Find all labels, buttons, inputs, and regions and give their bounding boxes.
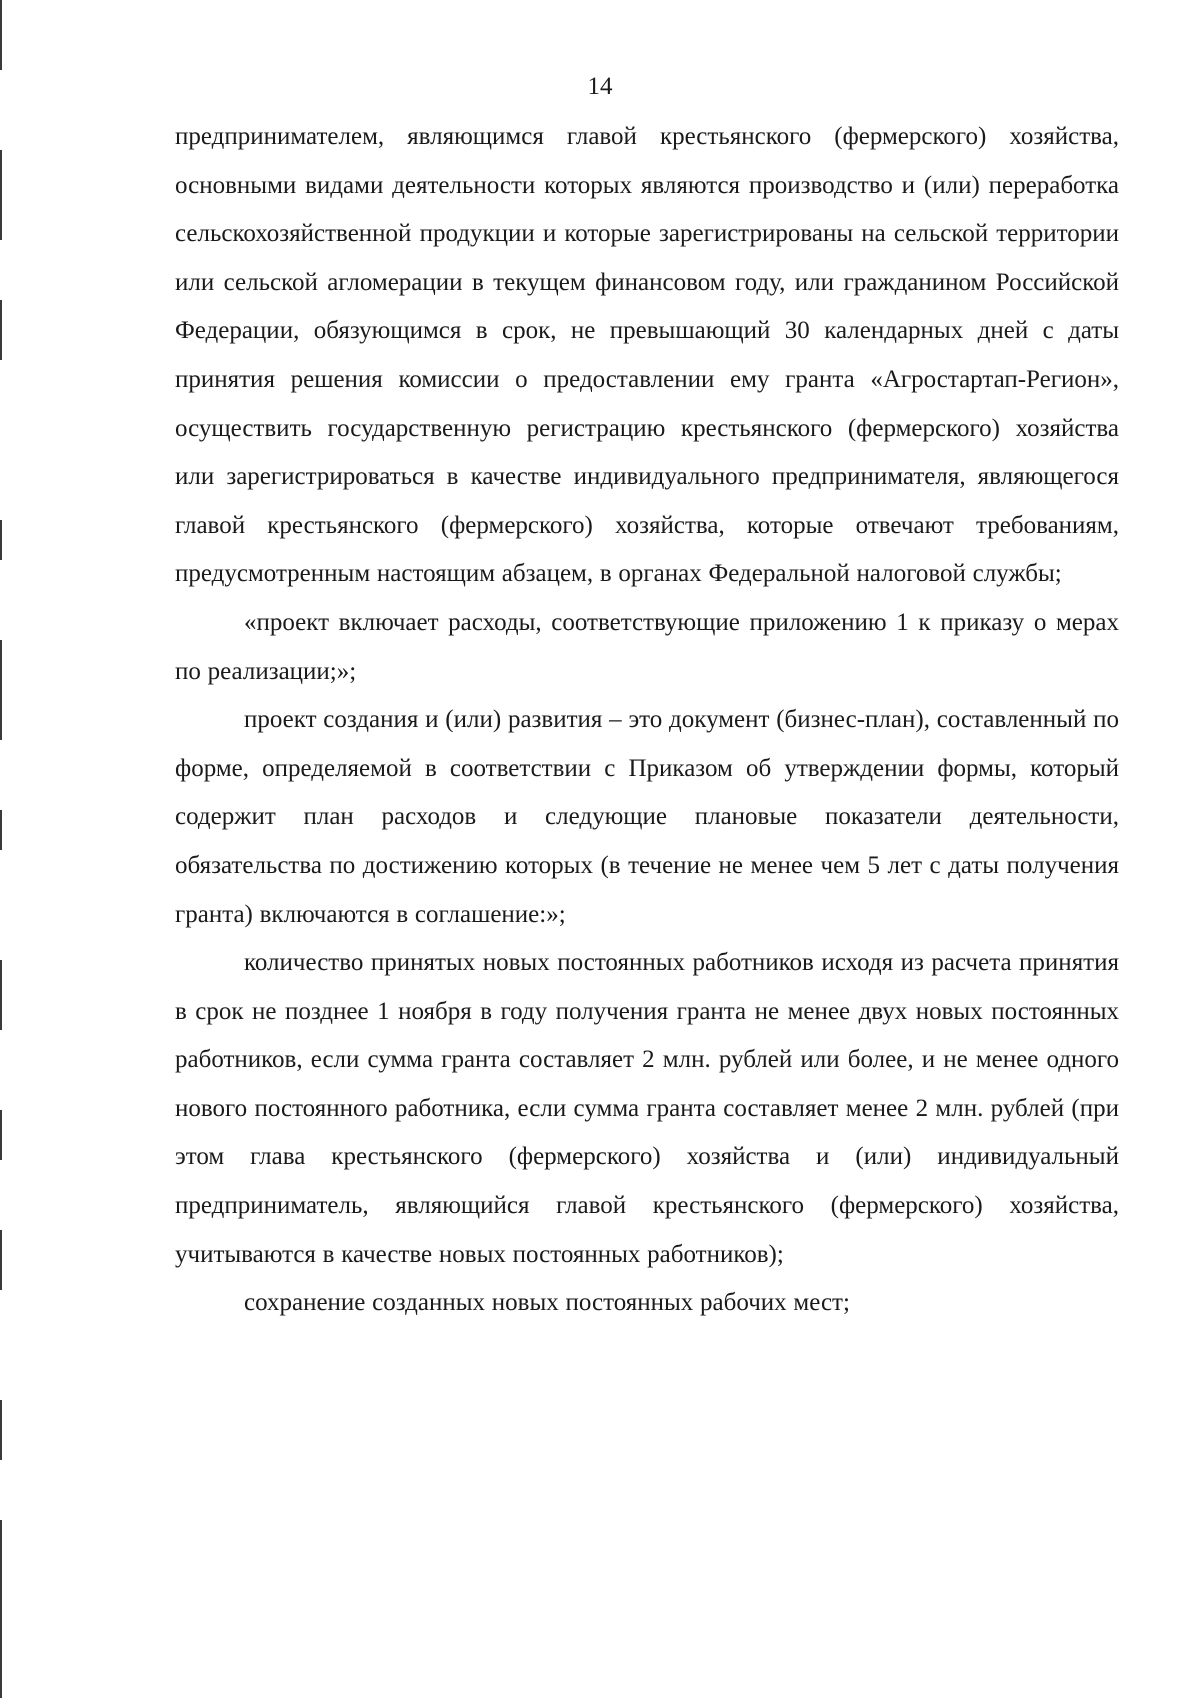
- scan-edge-mark: [0, 1520, 2, 1698]
- paragraph-job-retention: сохранение созданных новых постоянных рабочих мест;: [244, 1289, 850, 1317]
- body-text: [175, 113, 1119, 1328]
- scan-edge-mark: [0, 1400, 2, 1460]
- paragraph-project-definition: проект создания и (или) развития – это документ (бизнес-план), составленный по форме, определяемой в соответствии с Приказом об утверждении формы, который содержит план расходов и следующие плановые показатели деятельности, обязательства по достижению которых (в течение не менее чем 5 лет с даты получения гранта) включаются в соглашение:»;: [175, 706, 1119, 928]
- scan-edge-mark: [0, 300, 2, 360]
- scan-edge-mark: [0, 1230, 2, 1290]
- scan-edge-mark: [0, 960, 2, 1030]
- page-number: 14: [587, 73, 613, 100]
- scan-edge-mark: [0, 1110, 2, 1160]
- paragraph-project-expenses: «проект включает расходы, соответствующие приложению 1 к приказу о мерах по реализации;»;: [175, 608, 1119, 685]
- scan-edge-mark: [0, 640, 2, 740]
- paragraph-new-employees: количество принятых новых постоянных работников исходя из расчета принятия в срок не позднее 1 ноября в году получения гранта не менее двух новых постоянных работников, если сумма гранта составляет 2 млн. рублей или более, и не менее одного нового постоянного работника, если сумма гранта составляет менее 2 млн. рублей (при этом глава крестьянского (фермерского) хозяйства и (или) индивидуальный предприниматель, являющийся главой крестьянского (фермерского) хозяйства, учитываются в качестве новых постоянных работников);: [175, 949, 1119, 1268]
- scan-edge-mark: [0, 520, 2, 560]
- scan-edge-mark: [0, 810, 2, 850]
- paragraph-continuation: предпринимателем, являющимся главой крестьянского (фермерского) хозяйства, основными видами деятельности которых являются производство и (или) переработка сельскохозяйственной продукции и которые зарегистрированы на сельской территории или сельской агломерации в текущем финансовом году, или гражданином Российской Федерации, обязующимся в срок, не превышающий 30 календарных дней с даты принятия решения комиссии о предоставлении ему гранта «Агростартап-Регион», осуществить государственную регистрацию крестьянского (фермерского) хозяйства или зарегистрироваться в качестве индивидуального предпринимателя, являющегося главой крестьянского (фермерского) хозяйства, которые отвечают требованиям, предусмотренным настоящим абзацем, в органах Федеральной налоговой службы;: [175, 123, 1119, 588]
- scan-edge-mark: [0, 0, 2, 70]
- scan-edge-mark: [0, 150, 2, 240]
